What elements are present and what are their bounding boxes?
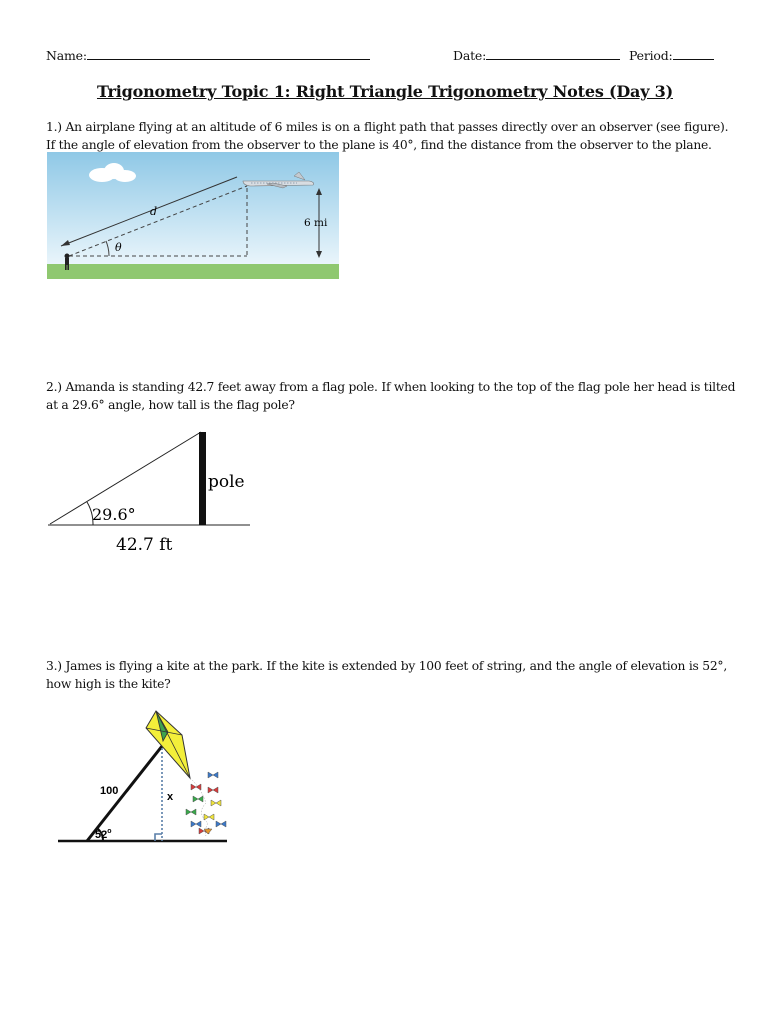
date-blank[interactable] bbox=[486, 47, 620, 60]
date-label: Date: bbox=[453, 48, 487, 63]
height-label-x: x bbox=[167, 791, 174, 803]
name-field[interactable] bbox=[46, 47, 370, 63]
question-2-text: 2.) Amanda is standing 42.7 feet away from a flag pole. If when looking to the top of the flag pole her head is tilted at a 29.6° angle, how tall is the flag pole? bbox=[46, 380, 736, 412]
hyp-label-d: d bbox=[150, 205, 158, 218]
kite-icon bbox=[146, 711, 190, 778]
base-label: 42.7 ft bbox=[116, 535, 173, 555]
kite-figure bbox=[56, 708, 228, 848]
date-field[interactable] bbox=[453, 47, 620, 63]
period-field[interactable] bbox=[629, 47, 714, 63]
question-3-text: 3.) James is flying a kite at the park. If the kite is extended by 100 feet of string, and the angle of elevation is 52°, how high is the kite? bbox=[46, 659, 727, 691]
angle-label-theta: θ bbox=[115, 241, 122, 254]
flag-pole bbox=[199, 432, 206, 525]
page-title: Trigonometry Topic 1: Right Triangle Trigonometry Notes (Day 3) bbox=[96, 82, 673, 101]
hyp-label-100: 100 bbox=[100, 785, 119, 797]
height-label-6mi: 6 mi bbox=[304, 217, 328, 229]
grass-strip bbox=[47, 264, 339, 279]
name-blank[interactable] bbox=[87, 47, 370, 60]
airplane-figure bbox=[47, 152, 339, 279]
angle-label: 52$^o$ bbox=[95, 828, 112, 841]
name-label: Name: bbox=[46, 48, 87, 63]
flag-pole-figure bbox=[46, 428, 252, 558]
kite-tail-bows-icon bbox=[186, 772, 226, 836]
period-blank[interactable] bbox=[673, 47, 714, 60]
question-1-text: 1.) An airplane flying at an altitude of 6 miles is on a flight path that passes directly over an observer (see figure). If the angle of elevation from the observer to the plane is 40°, find the distance from the observer to the plane. bbox=[46, 120, 729, 152]
period-label: Period: bbox=[629, 48, 673, 63]
angle-label: 29.6° bbox=[92, 505, 136, 524]
pole-label: pole bbox=[208, 472, 245, 492]
